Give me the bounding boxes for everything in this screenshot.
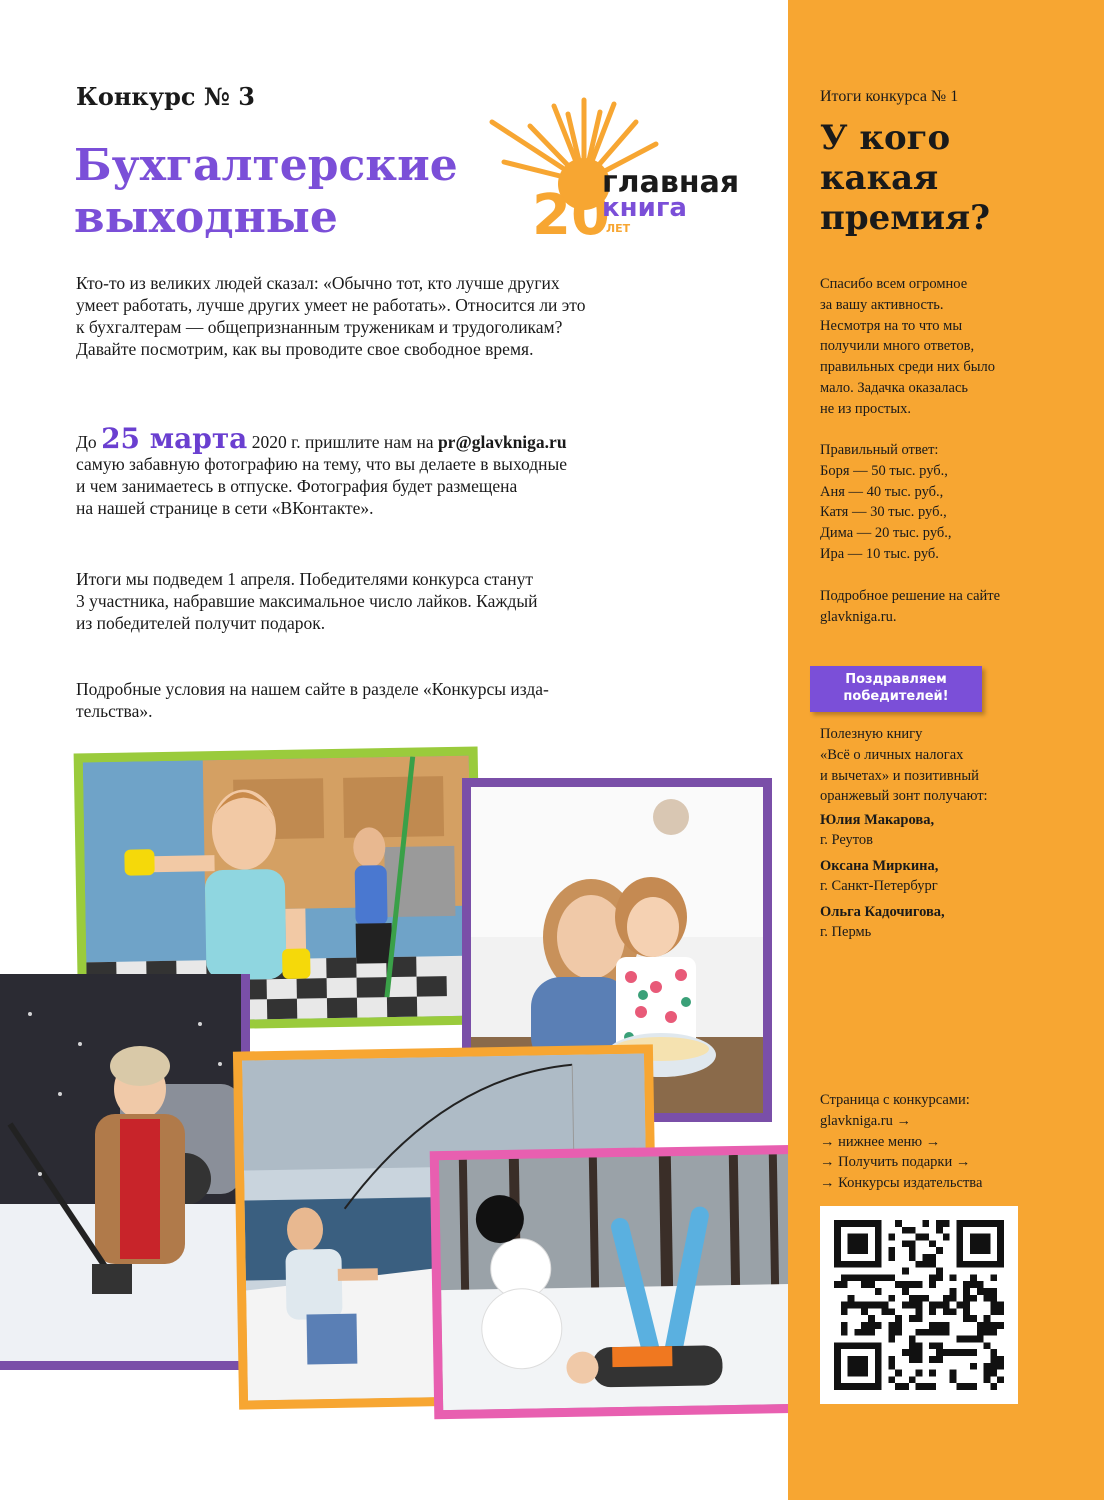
nav-link[interactable]: glavkniga.ru →	[820, 1112, 912, 1129]
winner-name: Оксана Миркина,	[820, 858, 939, 874]
sunburst-logo-icon	[484, 92, 754, 242]
solution-line: Подробное решение на сайте	[820, 588, 1001, 604]
thanks-line: Несмотря на то что мы	[820, 317, 963, 334]
deadline-middle: 2020 г. пришлите нам на	[247, 432, 438, 452]
thanks-line: правильных среди них было	[820, 359, 995, 376]
winner-city: г. Санкт-Петербург	[820, 878, 938, 894]
results-line: из победителей получит подарок.	[76, 613, 326, 633]
results-line: Итоги мы подведем 1 апреля. Победителями конкурса станут	[76, 569, 533, 589]
prize-line: оранжевый зонт получают:	[820, 788, 988, 805]
deadline-line: самую забавную фотографию на тему, что вы делаете в выходные	[76, 454, 568, 474]
deadline-first-line	[76, 422, 766, 455]
thanks-line: получили много ответов,	[820, 338, 975, 355]
glavkniga-logo	[484, 92, 754, 242]
answer-line: Катя — 30 тыс. руб.,	[820, 504, 947, 521]
sidebar-thanks-text	[820, 274, 1070, 420]
prize-line: Полезную книгу	[820, 726, 923, 742]
answer-line: Правильный ответ:	[820, 442, 939, 458]
results-paragraph	[76, 568, 766, 634]
conditions-line: Подробные условия на нашем сайте в разделе «Конкурсы изда-	[76, 679, 549, 699]
nav-line: Страница с конкурсами:	[820, 1092, 970, 1108]
photo-snow-shoveling	[0, 974, 250, 1370]
sidebar-title-line: премия?	[820, 198, 991, 238]
answer-line: Аня — 40 тыс. руб.,	[820, 483, 944, 500]
qr-code[interactable]	[820, 1206, 1018, 1404]
conditions-line: тельства».	[76, 701, 153, 721]
sidebar-prize-text	[820, 724, 1070, 807]
thanks-line: мало. Задачка оказалась	[820, 379, 969, 396]
winner-city: г. Пермь	[820, 924, 872, 940]
winner-name: Юлия Макарова,	[820, 812, 935, 828]
sidebar-title	[820, 118, 1080, 238]
nav-line: → Получить подарки →	[820, 1154, 971, 1171]
contest-title-line-1: Бухгалтерские	[74, 140, 458, 191]
results-sidebar	[788, 0, 1104, 1500]
nav-line: → нижнее меню →	[820, 1133, 941, 1150]
sidebar-navigation-text	[820, 1090, 1070, 1194]
solution-link[interactable]: glavkniga.ru.	[820, 608, 897, 625]
results-line: 3 участника, набравшие максимальное число лайков. Каждый	[76, 591, 538, 611]
sidebar-answer-text	[820, 440, 1070, 565]
congrats-badge	[810, 666, 982, 712]
deadline-prefix: До	[76, 432, 102, 452]
answer-line: Дима — 20 тыс. руб.,	[820, 525, 952, 542]
logo-word-1: главная	[602, 165, 740, 200]
winner-entry	[820, 810, 934, 850]
sidebar-title-line: какая	[820, 158, 939, 198]
winner-city: г. Реутов	[820, 832, 874, 848]
winner-name: Ольга Кадочигова,	[820, 904, 945, 920]
deadline-line: на нашей странице в сети «ВКонтакте».	[76, 498, 374, 518]
conditions-paragraph	[76, 678, 766, 722]
logo-years-word: ЛЕТ	[606, 222, 631, 235]
intro-line: умеет работать, лучше других умеет не работать». Относится ли это	[76, 295, 586, 315]
winner-entry	[820, 902, 945, 942]
photo-snowman-fun	[430, 1145, 809, 1419]
thanks-line: Спасибо всем огромное	[820, 276, 968, 292]
sidebar-small-title: Итоги конкурса № 1	[820, 88, 959, 105]
logo-word-2: книга	[602, 193, 687, 223]
contest-kicker: Конкурс № 3	[76, 82, 255, 111]
contest-title-line-2: выходные	[74, 192, 338, 243]
contact-email[interactable]: pr@glavkniga.ru	[437, 432, 567, 452]
deadline-paragraph	[76, 422, 766, 519]
congrats-badge-line: Поздравляем	[845, 672, 947, 687]
intro-line: к бухгалтерам — общепризнанным труженикам и трудоголикам?	[76, 317, 563, 337]
congrats-badge-line: победителей!	[843, 689, 949, 704]
snow-shoveling-photo-image	[0, 974, 241, 1361]
intro-paragraph	[76, 272, 766, 360]
snowman-photo-image	[439, 1154, 799, 1410]
prize-line: и вычетах» и позитивный	[820, 767, 979, 784]
intro-line: Кто-то из великих людей сказал: «Обычно тот, кто лучше других	[76, 273, 560, 293]
deadline-date: 25 марта	[101, 422, 248, 455]
nav-line: → Конкурсы издательства	[820, 1175, 983, 1192]
answer-line: Боря — 50 тыс. руб.,	[820, 462, 948, 479]
qr-code-icon	[834, 1220, 1004, 1390]
winner-entry	[820, 856, 938, 896]
sidebar-solution-text	[820, 586, 1070, 628]
sidebar-title-line: У кого	[820, 118, 951, 158]
thanks-line: не из простых.	[820, 400, 911, 417]
intro-line: Давайте посмотрим, как вы проводите свое свободное время.	[76, 339, 534, 359]
contest-title	[74, 140, 494, 244]
logo-years-number: 20	[532, 183, 610, 242]
answer-line: Ира — 10 тыс. руб.	[820, 545, 939, 562]
prize-line: «Всё о личных налогах	[820, 746, 964, 763]
deadline-line: и чем занимаетесь в отпуске. Фотография будет размещена	[76, 476, 518, 496]
thanks-line: за вашу активность.	[820, 296, 944, 313]
